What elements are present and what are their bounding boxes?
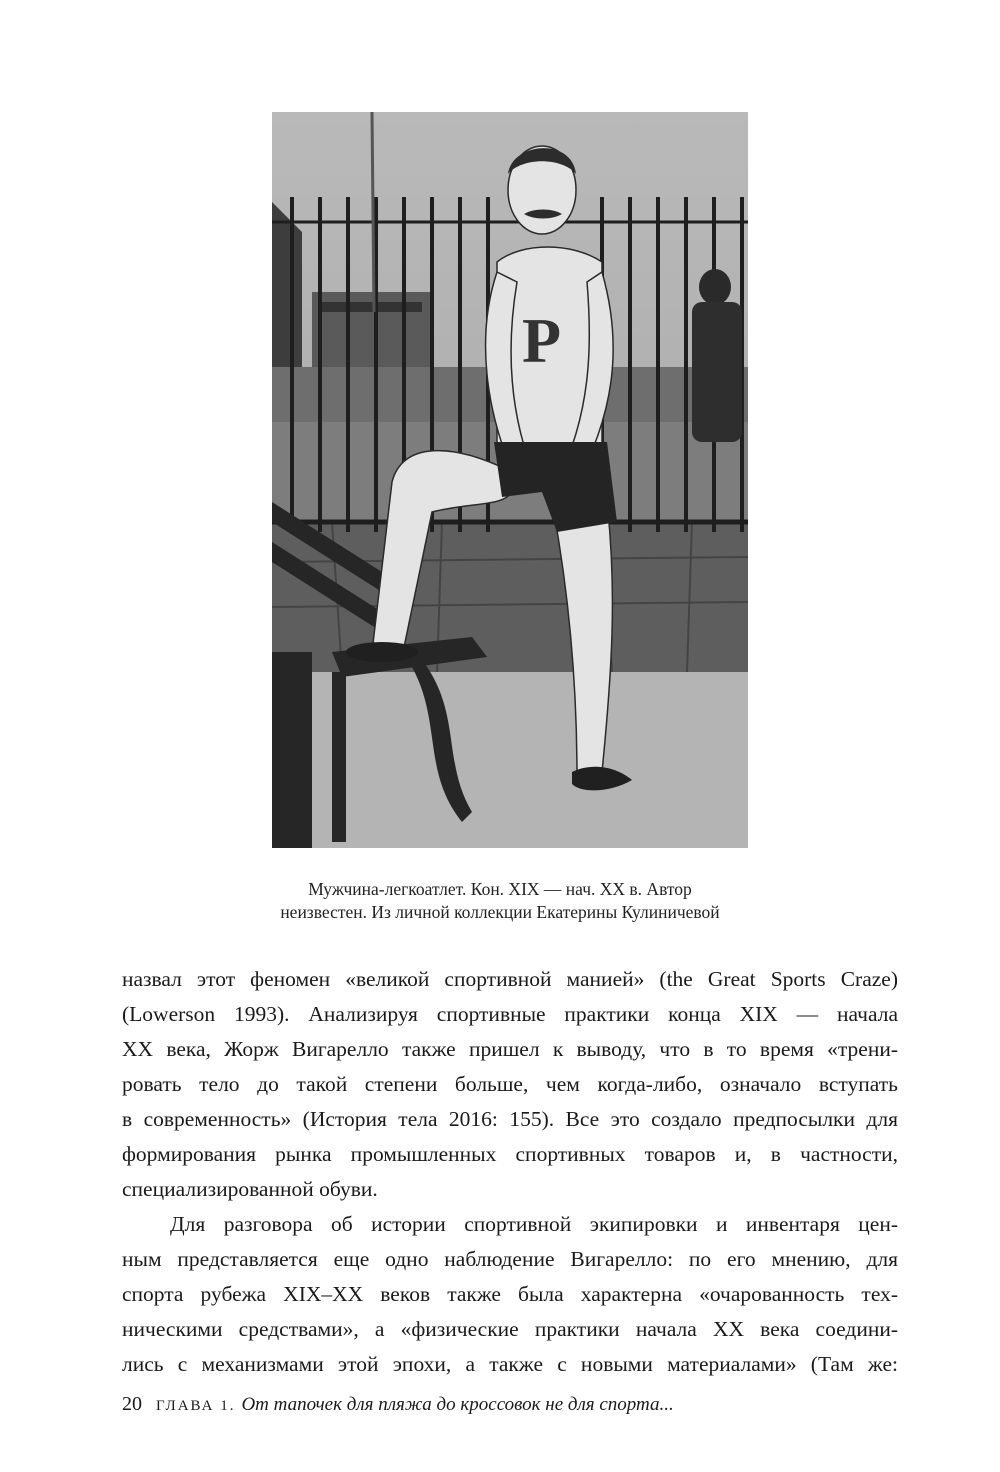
text-line: ническими средствами», а «физические практики начала XX века соедини-	[122, 1317, 898, 1341]
caption-line: неизвестен. Из личной коллекции Екатерины Кулиничевой	[280, 902, 720, 922]
text-line: специализированной обуви.	[122, 1177, 378, 1201]
page-footer	[122, 1393, 674, 1416]
chapter-label: ГЛАВА 1.	[156, 1398, 236, 1414]
photo-jersey-letter: P	[522, 305, 562, 376]
text-line: ным представляется еще одно наблюдение Вигарелло: по его мнению, для	[122, 1247, 898, 1271]
page-number: 20	[122, 1393, 142, 1415]
chapter-title: От тапочек для пляжа до кроссовок не для спорта...	[241, 1394, 674, 1415]
text-line: лись с механизмами этой эпохи, а также с новыми материалами» (Там же:	[122, 1352, 898, 1376]
text-line: спорта рубежа XIX–XX веков также была характерна «очарованность тех-	[122, 1282, 898, 1306]
text-line: формирования рынка промышленных спортивных товаров и, в частности,	[122, 1142, 898, 1166]
text-line: XX века, Жорж Вигарелло также пришел к выводу, что в то время «трени-	[122, 1037, 898, 1061]
text-line: в современность» (История тела 2016: 155). Все это создало предпосылки для	[122, 1107, 898, 1131]
figure-caption	[150, 878, 850, 924]
text-line: назвал этот феномен «великой спортивной манией» (the Great Sports Craze)	[122, 967, 898, 991]
athlete-photo	[272, 112, 748, 848]
text-line: Для разговора об истории спортивной экипировки и инвентаря цен-	[170, 1212, 898, 1236]
caption-line: Мужчина-легкоатлет. Кон. XIX — нач. XX в. Автор	[308, 879, 692, 899]
text-line: (Lowerson 1993). Анализируя спортивные практики конца XIX — начала	[122, 1002, 898, 1026]
body-text	[122, 962, 898, 1382]
text-line: ровать тело до такой степени больше, чем когда-либо, означало вступать	[122, 1072, 898, 1096]
